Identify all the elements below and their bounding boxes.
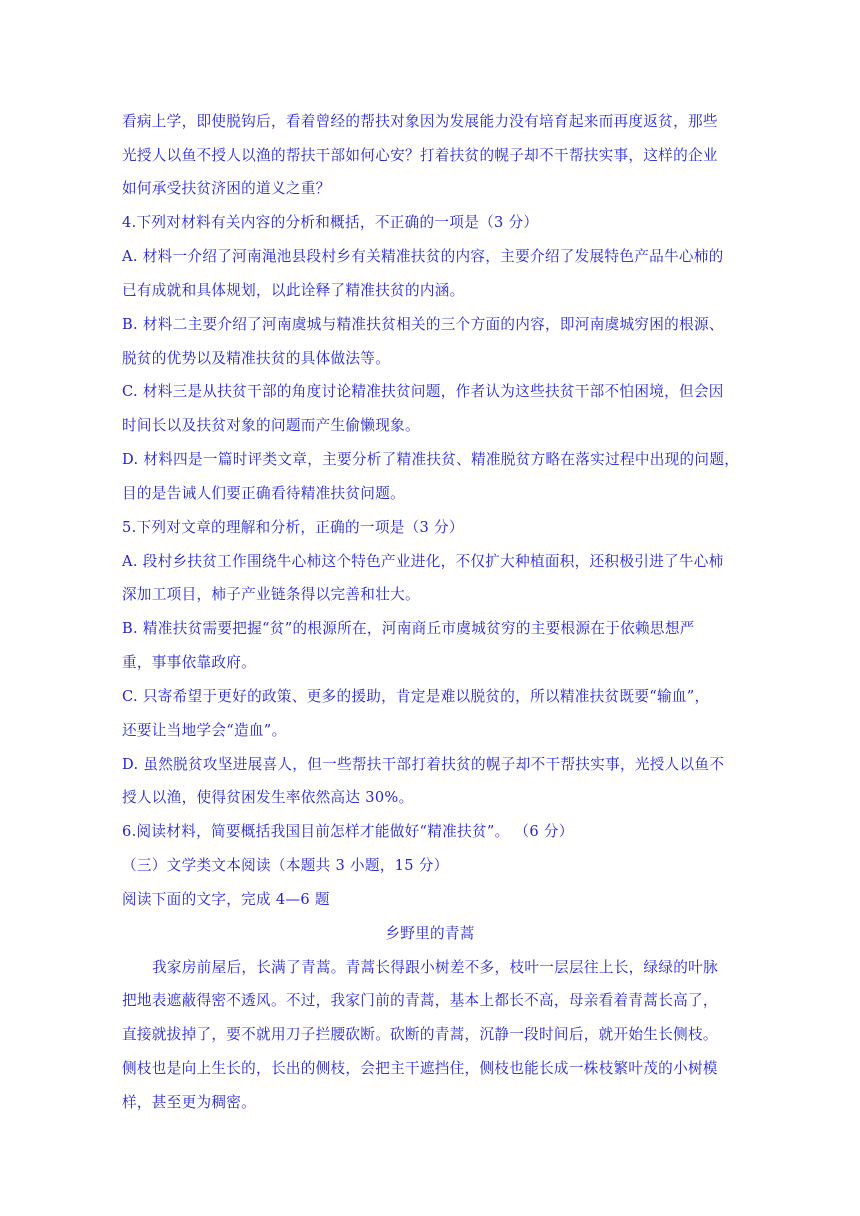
text-line: 目的是告诫人们要正确看待精准扶贫问题。 — [122, 485, 405, 502]
text-line: 如何承受扶贫济困的道义之重？ — [122, 180, 331, 197]
option-4b: B. 材料二主要介绍了河南虞城与精准扶贫相关的三个方面的内容，即河南虞城穷困的根源、 — [122, 316, 724, 333]
text-line: 重，事事依靠政府。 — [122, 654, 257, 671]
question-5-heading: 5.下列对文章的理解和分析，正确的一项是（3 分） — [122, 519, 464, 536]
option-4a: A. 材料一介绍了河南渑池县段村乡有关精准扶贫的内容，主要介绍了发展特色产品牛心柿的 — [122, 248, 724, 265]
option-5d: D. 虽然脱贫攻坚进展喜人，但一些帮扶干部打着扶贫的幌子却不干帮扶实事，光授人以鱼不 — [122, 756, 725, 773]
question-4-heading: 4.下列对材料有关内容的分析和概括，不正确的一项是（3 分） — [122, 214, 539, 231]
paragraph-line: 样，甚至更为稠密。 — [122, 1094, 257, 1111]
text-line: 授人以渔，使得贫困发生率依然高达 30%。 — [122, 789, 414, 806]
text-line: 脱贫的优势以及精准扶贫的具体做法等。 — [122, 350, 391, 367]
instruction-line: 阅读下面的文字，完成 4—6 题 — [122, 891, 330, 908]
text-line: 深加工项目，柿子产业链条得以完善和壮大。 — [122, 586, 420, 603]
article-title: 乡野里的青蒿 — [385, 925, 475, 942]
option-4d: D. 材料四是一篇时评类文章，主要分析了精准扶贫、精准脱贫方略在落实过程中出现的问题， — [122, 451, 740, 468]
option-5c: C. 只寄希望于更好的政策、更多的援助，肯定是难以脱贫的，所以精准扶贫既要“输血”， — [122, 688, 710, 705]
option-5a: A. 段村乡扶贫工作围绕牛心柿这个特色产业进化，不仅扩大种植面积，还积极引进了牛心柿 — [122, 553, 724, 570]
option-5b: B. 精准扶贫需要把握“贫”的根源所在，河南商丘市虞城贫穷的主要根源在于依赖思想严 — [122, 620, 695, 637]
text-line: 还要让当地学会“造血”。 — [122, 722, 287, 739]
paragraph-line: 把地表遮蔽得密不透风。不过，我家门前的青蒿，基本上都长不高，母亲看着青蒿长高了， — [122, 992, 718, 1009]
section-heading: （三）文学类文本阅读（本题共 3 小题，15 分） — [122, 857, 449, 874]
paragraph-line: 直接就拔掉了，要不就用刀子拦腰砍断。砍断的青蒿，沉静一段时间后，就开始生长侧枝。 — [122, 1026, 718, 1043]
paragraph-line: 我家房前屋后，长满了青蒿。青蒿长得跟小树差不多，枝叶一层层往上长，绿绿的叶脉 — [152, 959, 718, 976]
text-line: 时间长以及扶贫对象的问题而产生偷懒现象。 — [122, 417, 420, 434]
text-line: 看病上学，即使脱钩后，看着曾经的帮扶对象因为发展能力没有培育起来而再度返贫，那些 — [122, 113, 718, 130]
paragraph-line: 侧枝也是向上生长的，长出的侧枝，会把主干遮挡住，侧枝也能长成一株枝繁叶茂的小树模 — [122, 1060, 718, 1077]
text-line: 光授人以鱼不授人以渔的帮扶干部如何心安？打着扶贫的幌子却不干帮扶实事，这样的企业 — [122, 147, 718, 164]
option-4c: C. 材料三是从扶贫干部的角度讨论精准扶贫问题，作者认为这些扶贫干部不怕困境，但会因 — [122, 383, 724, 400]
question-6-heading: 6.阅读材料，简要概括我国目前怎样才能做好“精准扶贫”。 （6 分） — [122, 823, 574, 840]
text-line: 已有成就和具体规划，以此诠释了精准扶贫的内涵。 — [122, 282, 465, 299]
